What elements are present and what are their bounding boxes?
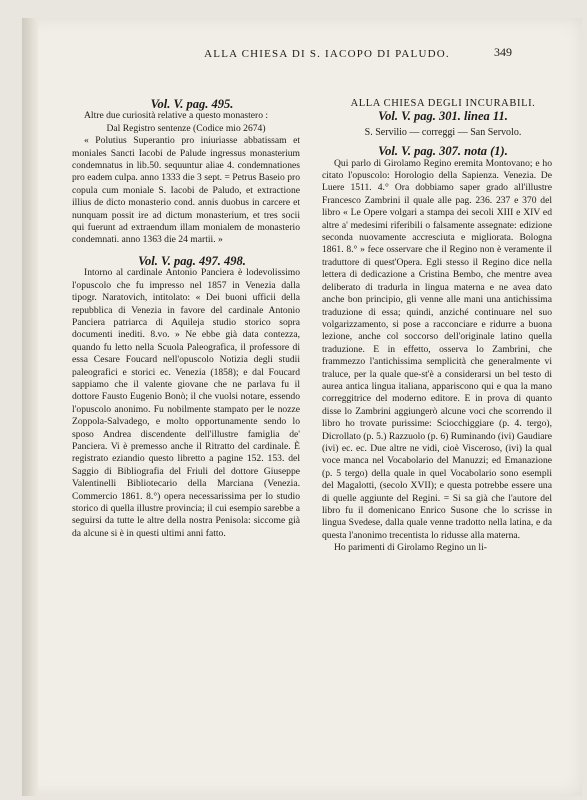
paragraph: Ho parimenti di Girolamo Regino un li- — [334, 542, 487, 554]
running-head: ALLA CHIESA DI S. IACOPO DI PALUDO. — [204, 48, 450, 60]
section-heading: Vol. V. pag. 301. linea 11. — [378, 109, 508, 124]
section-heading: Vol. V. pag. 495. — [150, 97, 234, 111]
page-gutter-shadow — [22, 18, 38, 796]
paragraph: Intorno al cardinale Antonio Panciera è lodevolissimo l'opuscolo che fu impresso nel 1857 in Venezia dalla tipogr. Naratovich, intitolato: « Dei buoni ufficii della repubblica di Venezia in favore del cardinale Antonio Panciera patriarca di Aquileja studio storico sopra documenti inediti. 8.vo. » Ne ebbe già data contezza, quando fu letto nella Scuola Paleografica, il professore di essa Cesare Foucard nell'opuscolo Notizia degli studii paleografici e storici ec. Venezia (1858); e dal Foucard sappiamo che il valente giovane che ne parlava fu il dottore Fausto Eugenio Bonò; il che vuolsi notare, essendo l'opuscolo anonimo. Fu nobilmente stampato per le nozze Zoppola-Salvadego, e molto opportunamente sendo lo sposo Andrea discendente dell'illustre famiglia de' Panciera. Vi è premesso anche il Ritratto del cardinale. È registrato eziandio questo libretto a pagine 152. 153. del Saggio di Bibliografia del Friuli del dottore Giuseppe Valentinelli Bibliotecario della Marciana (Venezia. Commercio 1861. 8.°) opera necessarissima per lo studio storico di quella illustre provincia; il cui esempio sarebbe a seguirsi da tutte le altre della nostra Penisola: siccome già da alcune si è in questi ultimi anni fatto. — [72, 267, 300, 539]
right-column — [322, 98, 552, 555]
section-title: ALLA CHIESA DEGLI INCURABILI. — [350, 98, 536, 109]
left-column — [72, 98, 300, 540]
section-heading: Vol. V. pag. 497. 498. — [138, 253, 246, 268]
page-number: 349 — [494, 45, 512, 59]
section-heading: Vol. V. pag. 307. nota (1). — [378, 144, 508, 159]
correction-note: S. Servilio — correggi — San Servolo. — [364, 126, 522, 138]
paragraph: Altre due curiosità relative a questo monastero : — [84, 110, 269, 122]
book-page — [22, 18, 582, 796]
paragraph: Dal Registro sentenze (Codice mio 2674) — [106, 122, 266, 134]
paragraph: Qui parlo di Girolamo Regino eremita Montovano; e ho citato l'opuscolo: Horologio della Sapienza. Venezia. De Luere 1511. 4.° Ora dobbiamo saper grado all'illustre Francesco Zambrini il quale alle pag. 236. 237 e 370 del libro « Le Opere volgari a stampa dei secoli XIII e XIV ed altre a' medesimi riferibili o falsamente assegnate: edizione seconda nuovamente accresciuta e migliorata. Bologna 1861. 8.° » fece osservare che il Regino non è veramente il traduttore di quest'Opera. Egli stesso il Regino dice nella lettera di dedicazione a Cristina Bembo, che mentre avea deliberato di tradurla in lingua materna e ne avea dato anche bon principio, gli venne alle mani una antichissima traduzione di essa; quindi, anziché continuare nel suo volgarizzamento, si pose a racconciare e ridurre a buona lezione, anche col soccorso dell'originale latino quella traduzione. E in effetto, osserva lo Zambrini, che frammezzo l'antichissima semplicità che generalmente vi traluce, per la quale que-st'è a considerarsi un bel testo di aurea antica lingua italiana, appariscono qui e qua la mano correggitrice del moderno editore. E in prova di quanto disse lo Zambrini aggiungerò alcune voci che scorrendo il libro ho trovate purissime: Sciocchiggiare (p. 4. tergo), Dicrollato (p. 5.) Razzuolo (p. 6) Ruminando (ivi) Gaudiare (ivi) ec. ec. Due altre ne vidi, cioè Visceroso, (ivi) la qual voce manca nel Vocabolario del Manuzzi; ed Emanazione (p. 5 tergo) della quale in quel Vocabolario sono esempli del Magalotti, (secolo XVII); e questa potrebbe essere una di quelle aggiunte del Regini. = Si sa già che l'autore del libro fu il domenicano Enrico Susone che lo scrisse in lingua Svedese, dalla quale venne tradotto nella latina, e da questa l'anonimo trecentista lo ridusse alla materna. — [322, 157, 552, 541]
quoted-paragraph: « Polutius Superantio pro iniuriasse abbatissam et moniales Sancti Iacobi de Palude ingressus monasterium condemnatus in lib.50. sequuntur aliae 4. condemnationes pro eadem culpa. anno 1333 die 3 sept. = Petrus Baseio pro copula cum moniale S. Iacobi de Paludo, et extractione illius de dicto monasterio cond. annis duobus in carcere et nunquam possit ire ad dictum monasterium, et tres socii qui fuerunt ad extraendum illam monialem de monasterio condemnati. anno 1363 die 24 martii. » — [72, 135, 300, 246]
